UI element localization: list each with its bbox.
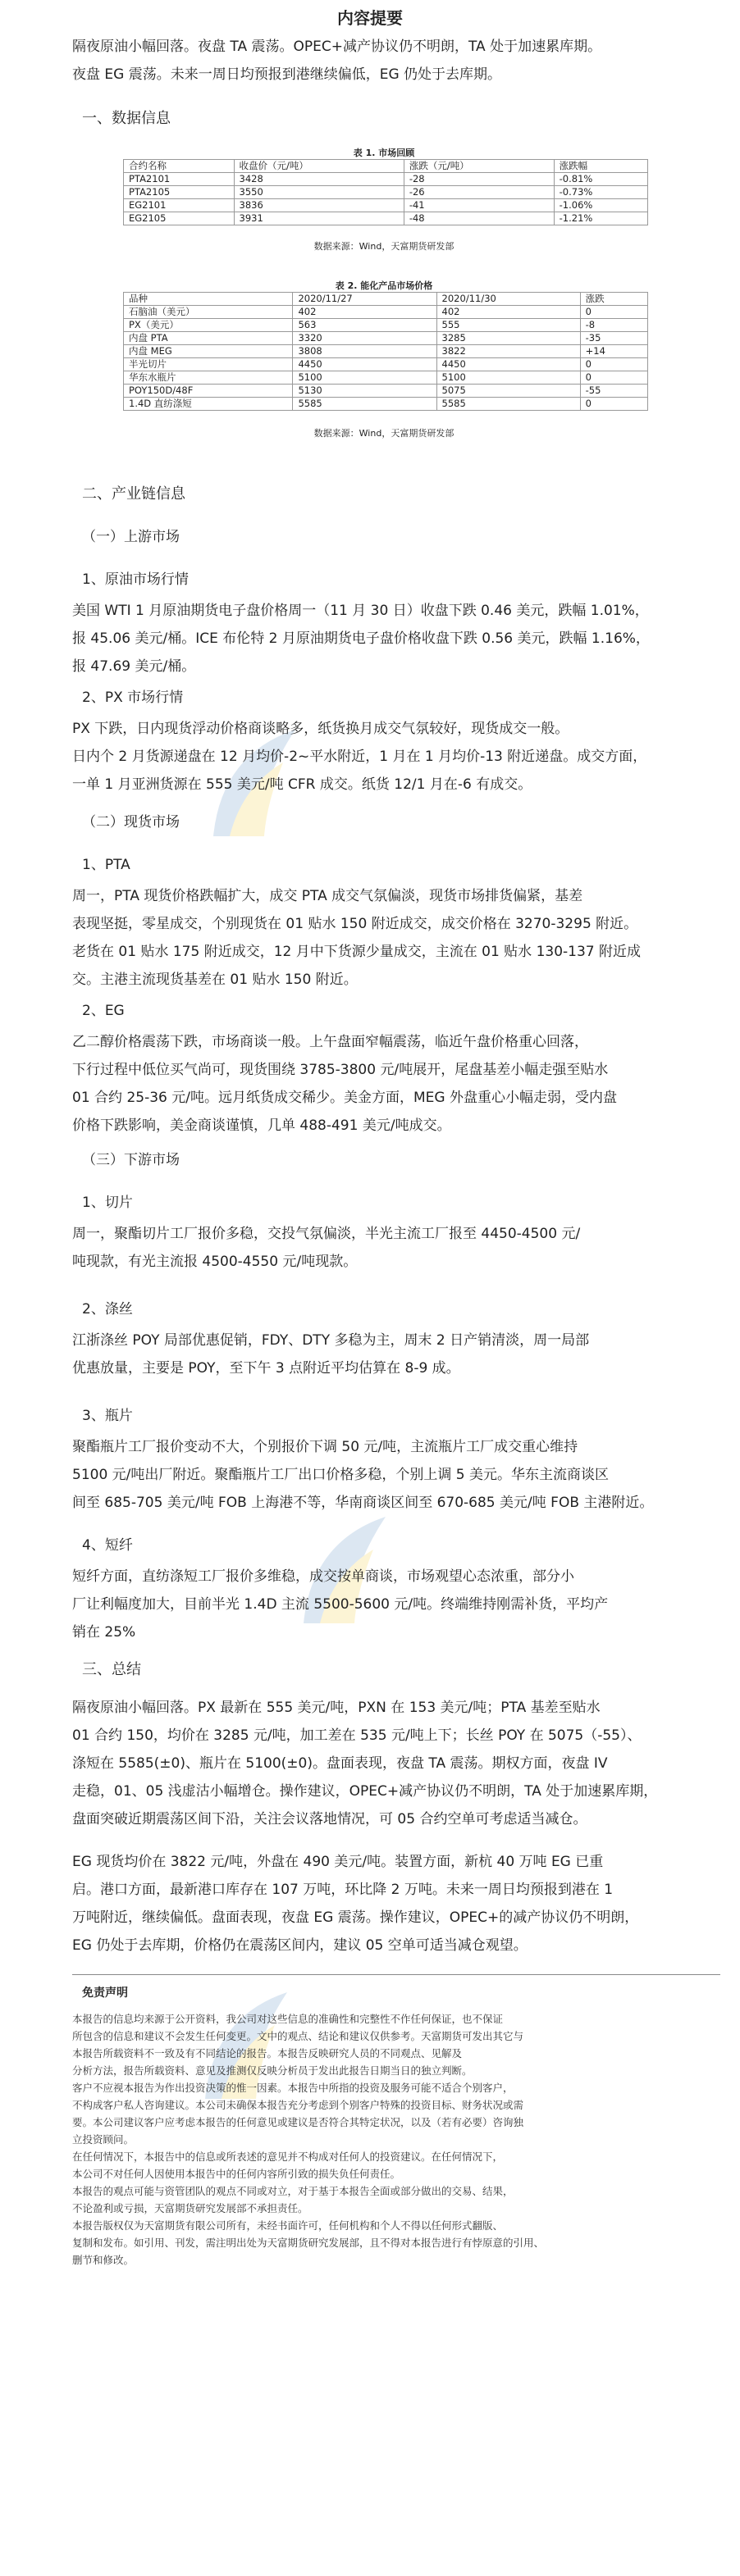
summary-line: 隔夜原油小幅回落。夜盘 TA 震荡。OPEC+减产协议仍不明朗，TA 处于加速累库期。 bbox=[72, 39, 602, 55]
table-header-cell: 涨跌 bbox=[580, 293, 647, 306]
text-line: 删节和修改。 bbox=[72, 2254, 135, 2266]
table-cell: -8 bbox=[580, 319, 647, 332]
item-crude-heading: 1、原油市场行情 bbox=[82, 571, 189, 588]
item-bottle-heading: 3、瓶片 bbox=[82, 1408, 133, 1424]
table-cell: -1.06% bbox=[554, 199, 647, 212]
chip-paragraph bbox=[72, 1220, 720, 1276]
text-line: EG 仍处于去库期，价格仍在震荡区间内，建议 05 空单可适当减仓观望。 bbox=[72, 1937, 528, 1954]
table-cell: -26 bbox=[404, 186, 554, 199]
text-line: 本报告版权仅为天富期货有限公司所有，未经书面许可，任何机构和个人不得以任何形式翻版、 bbox=[72, 2219, 504, 2232]
text-line: 间至 685-705 美元/吨 FOB 上海港不等，华南商谈区间至 670-685 美元/吨 FOB 主港附近。 bbox=[72, 1495, 654, 1511]
table-header-cell: 品种 bbox=[124, 293, 293, 306]
table-cell: PX（美元） bbox=[124, 319, 293, 332]
subsection-downstream: （三）下游市场 bbox=[82, 1152, 180, 1168]
text-line: 吨现款，有光主流报 4500-4550 元/吨现款。 bbox=[72, 1254, 358, 1270]
subsection-spot: （二）现货市场 bbox=[82, 814, 180, 831]
text-line: 日内个 2 月货源递盘在 12 月均价-2~平水附近，1 月在 1 月均价-13 附近递盘。成交方面， bbox=[72, 749, 647, 765]
table-cell: 3320 bbox=[293, 332, 436, 345]
eg-paragraph bbox=[72, 1028, 720, 1140]
text-line: 复制和发布。如引用、刊发，需注明出处为天富期货研究发展部，且不得对本报告进行有悖原意的引用、 bbox=[72, 2237, 545, 2249]
table-row bbox=[124, 332, 648, 345]
table-cell: PTA2101 bbox=[124, 173, 235, 186]
text-line: 分析方法，报告所载资料、意见及推测仅反映分析员于发出此报告日期当日的独立判断。 bbox=[72, 2064, 473, 2077]
item-eg-heading: 2、EG bbox=[82, 1003, 125, 1019]
table-cell: -48 bbox=[404, 212, 554, 225]
table-row bbox=[124, 345, 648, 358]
table-market-review bbox=[123, 159, 648, 225]
table-cell: 4450 bbox=[293, 358, 436, 371]
table-cell: 0 bbox=[580, 398, 647, 411]
table-cell: 5130 bbox=[293, 385, 436, 398]
table-cell: 3822 bbox=[436, 345, 580, 358]
table-cell: 402 bbox=[293, 306, 436, 319]
table-row bbox=[124, 306, 648, 319]
text-line: 本公司不对任何人因使用本报告中的任何内容所引致的损失负任何责任。 bbox=[72, 2168, 401, 2180]
table-cell: 5100 bbox=[293, 371, 436, 385]
table-cell: POY150D/48F bbox=[124, 385, 293, 398]
text-line: 不构成客户私人咨询建议。本公司未确保本报告充分考虑到个别客户特殊的投资目标、财务状况或需 bbox=[72, 2099, 524, 2111]
table-cell: -28 bbox=[404, 173, 554, 186]
table-cell: 5075 bbox=[436, 385, 580, 398]
text-line: 江浙涤丝 POY 局部优惠促销，FDY、DTY 多稳为主，周末 2 日产销清淡，周一局部 bbox=[72, 1332, 590, 1349]
text-line: 厂让利幅度加大，目前半光 1.4D 主流 5500-5600 元/吨。终端维持刚需补货，平均产 bbox=[72, 1596, 609, 1613]
text-line: 周一，PTA 现货价格跌幅扩大，成交 PTA 成交气氛偏淡，现货市场排货偏紧，基差 bbox=[72, 888, 583, 904]
summary-line: 夜盘 EG 震荡。未来一周日均预报到港继续偏低，EG 仍处于去库期。 bbox=[72, 66, 502, 83]
section-heading-summary: 三、总结 bbox=[82, 1661, 141, 1678]
table-cell: 0 bbox=[580, 306, 647, 319]
text-line: 表现坚挺，零星成交，个别现货在 01 贴水 150 附近成交，成交价格在 3270-3295 附近。 bbox=[72, 916, 638, 932]
text-line: 涤短在 5585(±0)、瓶片在 5100(±0)。盘面表现，夜盘 TA 震荡。期权方面，夜盘 IV bbox=[72, 1755, 608, 1772]
text-line: 要。本公司建议客户应考虑本报告的任何意见或建议是否符合其特定状况，以及（若有必要）咨询独 bbox=[72, 2116, 524, 2128]
table-cell: -0.81% bbox=[554, 173, 647, 186]
table-row bbox=[124, 385, 648, 398]
text-line: 01 合约 25-36 元/吨。远月纸货成交稀少。美金方面，MEG 外盘重心小幅走弱，受内盘 bbox=[72, 1090, 617, 1106]
section-heading-industry: 二、产业链信息 bbox=[82, 485, 185, 503]
text-line: 乙二醇价格震荡下跌，市场商谈一般。上午盘面窄幅震荡，临近午盘价格重心回落， bbox=[72, 1034, 588, 1050]
table-cell: -41 bbox=[404, 199, 554, 212]
disclaimer-text bbox=[72, 2010, 720, 2269]
table2-caption: 表 2. 能化产品市场价格 bbox=[335, 280, 433, 291]
item-px-heading: 2、PX 市场行情 bbox=[82, 690, 184, 706]
table-cell: -35 bbox=[580, 332, 647, 345]
text-line: 一单 1 月亚洲货源在 555 美元/吨 CFR 成交。纸货 12/1 月在-6 有成交。 bbox=[72, 776, 532, 793]
table-row bbox=[124, 173, 648, 186]
text-line: 本报告的信息均来源于公开资料，我公司对这些信息的准确性和完整性不作任何保证，也不保证 bbox=[72, 2013, 504, 2025]
text-line: 立投资顾问。 bbox=[72, 2133, 135, 2146]
text-line: 销在 25% bbox=[72, 1624, 136, 1641]
table-cell: 3550 bbox=[234, 186, 404, 199]
table-cell: EG2105 bbox=[124, 212, 235, 225]
text-line: 报 45.06 美元/桶。ICE 布伦特 2 月原油期货电子盘价格收盘下跌 0.56 美元，跌幅 1.16%， bbox=[72, 630, 650, 647]
table-cell: 0 bbox=[580, 371, 647, 385]
table2-source: 数据来源：Wind，天富期货研发部 bbox=[313, 428, 455, 439]
table-cell: 半光切片 bbox=[124, 358, 293, 371]
subsection-upstream: （一）上游市场 bbox=[82, 529, 180, 545]
short-paragraph bbox=[72, 1563, 720, 1646]
table-cell: 5585 bbox=[293, 398, 436, 411]
table-cell: 3836 bbox=[234, 199, 404, 212]
crude-paragraph bbox=[72, 597, 720, 680]
text-line: 短纤方面，直纺涤短工厂报价多维稳，成交按单商谈，市场观望心态浓重，部分小 bbox=[72, 1568, 574, 1585]
table1-source: 数据来源：Wind，天富期货研发部 bbox=[313, 241, 455, 252]
text-line: 本报告的观点可能与资管团队的观点不同或对立，对于基于本报告全面或部分做出的交易、结果， bbox=[72, 2185, 514, 2197]
text-line: 5100 元/吨出厂附近。聚酯瓶片工厂出口价格多稳，个别上调 5 美元。华东主流商谈区 bbox=[72, 1467, 610, 1483]
text-line: 走稳，01、05 浅虚沽小幅增仓。操作建议，OPEC+减产协议仍不明朗，TA 处于加速累库期， bbox=[72, 1783, 658, 1800]
table-cell: 4450 bbox=[436, 358, 580, 371]
table-row bbox=[124, 212, 648, 225]
table-cell: 563 bbox=[293, 319, 436, 332]
table-cell: 402 bbox=[436, 306, 580, 319]
table-cell: EG2101 bbox=[124, 199, 235, 212]
table-cell: 3808 bbox=[293, 345, 436, 358]
divider bbox=[72, 1974, 720, 1975]
text-line: 所包含的信息和建议不会发生任何变更。文中的观点、结论和建议仅供参考。天富期货可发出其它与 bbox=[72, 2030, 524, 2042]
summary-pta-paragraph bbox=[72, 1694, 720, 1833]
table-energy-prices bbox=[123, 292, 648, 411]
table-header-cell: 收盘价（元/吨） bbox=[234, 160, 404, 173]
table-cell: 内盘 MEG bbox=[124, 345, 293, 358]
table-row bbox=[124, 358, 648, 371]
item-chip-heading: 1、切片 bbox=[82, 1195, 133, 1211]
pta-paragraph bbox=[72, 882, 720, 994]
table-cell: 华东水瓶片 bbox=[124, 371, 293, 385]
table-header-cell: 2020/11/27 bbox=[293, 293, 436, 306]
text-line: 隔夜原油小幅回落。PX 最新在 555 美元/吨，PXN 在 153 美元/吨；PTA 基差至贴水 bbox=[72, 1700, 601, 1716]
bottle-paragraph bbox=[72, 1433, 720, 1517]
table-cell: 内盘 PTA bbox=[124, 332, 293, 345]
table1-caption: 表 1. 市场回顾 bbox=[353, 148, 415, 158]
text-line: 01 合约 150，均价在 3285 元/吨，加工差在 535 元/吨上下；长丝 POY 在 5075（-55）、 bbox=[72, 1727, 642, 1744]
table-header-row bbox=[124, 160, 648, 173]
text-line: 周一，聚酯切片工厂报价多稳，交投气氛偏淡，半光主流工厂报至 4450-4500 元/ bbox=[72, 1226, 581, 1242]
table-cell: 5585 bbox=[436, 398, 580, 411]
table-header-cell: 合约名称 bbox=[124, 160, 235, 173]
item-short-heading: 4、短纤 bbox=[82, 1537, 133, 1554]
table-row bbox=[124, 398, 648, 411]
text-line: 盘面突破近期震荡区间下沿，关注会议落地情况，可 05 合约空单可考虑适当减仓。 bbox=[72, 1811, 587, 1827]
table-cell: PTA2105 bbox=[124, 186, 235, 199]
text-line: 启。港口方面，最新港口库存在 107 万吨，环比降 2 万吨。未来一周日均预报到港在 1 bbox=[72, 1882, 614, 1898]
table-cell: -55 bbox=[580, 385, 647, 398]
table-header-cell: 涨跌（元/吨） bbox=[404, 160, 554, 173]
text-line: 下行过程中低位买气尚可，现货围绕 3785-3800 元/吨展开，尾盘基差小幅走强至贴水 bbox=[72, 1062, 609, 1078]
table-cell: 3931 bbox=[234, 212, 404, 225]
section-heading-data: 一、数据信息 bbox=[82, 110, 171, 127]
text-line: 聚酯瓶片工厂报价变动不大，个别报价下调 50 元/吨，主流瓶片工厂成交重心维持 bbox=[72, 1439, 578, 1455]
table-header-cell: 涨跌幅 bbox=[554, 160, 647, 173]
table-cell: 555 bbox=[436, 319, 580, 332]
table-cell: 石脑油（美元） bbox=[124, 306, 293, 319]
table-cell: 1.4D 直纺涤短 bbox=[124, 398, 293, 411]
text-line: 不论盈利或亏损，天富期货研究发展部不承担责任。 bbox=[72, 2202, 308, 2214]
item-pta-heading: 1、PTA bbox=[82, 857, 130, 873]
table-row bbox=[124, 319, 648, 332]
table-cell: -1.21% bbox=[554, 212, 647, 225]
page-title: 内容提要 bbox=[337, 8, 403, 28]
summary-eg-paragraph bbox=[72, 1848, 720, 1959]
text-line: 老货在 01 贴水 175 附近成交，12 月中下货源少量成交，主流在 01 贴水 130-137 附近成 bbox=[72, 944, 642, 960]
table-cell: +14 bbox=[580, 345, 647, 358]
table-cell: 5100 bbox=[436, 371, 580, 385]
text-line: EG 现货均价在 3822 元/吨，外盘在 490 美元/吨。装置方面，新杭 40 万吨 EG 已重 bbox=[72, 1854, 604, 1870]
text-line: 优惠放量，主要是 POY，至下午 3 点附近平均估算在 8-9 成。 bbox=[72, 1360, 460, 1377]
text-line: 万吨附近，继续偏低。盘面表现，夜盘 EG 震荡。操作建议，OPEC+的减产协议仍不明朗， bbox=[72, 1909, 639, 1926]
text-line: 客户不应视本报告为作出投资决策的惟一因素。本报告中所指的投资及服务可能不适合个别客户， bbox=[72, 2082, 514, 2094]
text-line: 美国 WTI 1 月原油期货电子盘价格周一（11 月 30 日）收盘下跌 0.46 美元，跌幅 1.01%， bbox=[72, 603, 649, 619]
table-row bbox=[124, 186, 648, 199]
text-line: 本报告所载资料不一致及有不同结论的报告。本报告反映研究人员的不同观点、见解及 bbox=[72, 2047, 463, 2059]
table-header-row bbox=[124, 293, 648, 306]
table-cell: 3285 bbox=[436, 332, 580, 345]
text-line: 报 47.69 美元/桶。 bbox=[72, 658, 196, 675]
table-cell: 3428 bbox=[234, 173, 404, 186]
summary-paragraph bbox=[72, 33, 720, 89]
text-line: 在任何情况下，本报告中的信息或所表述的意见并不构成对任何人的投资建议。在任何情况下， bbox=[72, 2150, 504, 2163]
table-row bbox=[124, 199, 648, 212]
fiber-paragraph bbox=[72, 1327, 720, 1382]
table-cell: 0 bbox=[580, 358, 647, 371]
table-header-cell: 2020/11/30 bbox=[436, 293, 580, 306]
text-line: 交。主港主流现货基差在 01 贴水 150 附近。 bbox=[72, 972, 358, 988]
table-row bbox=[124, 371, 648, 385]
item-fiber-heading: 2、涤丝 bbox=[82, 1301, 133, 1318]
table-cell: -0.73% bbox=[554, 186, 647, 199]
px-paragraph bbox=[72, 715, 720, 799]
disclaimer-title: 免责声明 bbox=[82, 1987, 128, 2000]
text-line: 价格下跌影响，美金商谈谨慎，几单 488-491 美元/吨成交。 bbox=[72, 1117, 451, 1134]
text-line: PX 下跌，日内现货浮动价格商谈略多，纸货换月成交气氛较好，现货成交一般。 bbox=[72, 721, 569, 737]
